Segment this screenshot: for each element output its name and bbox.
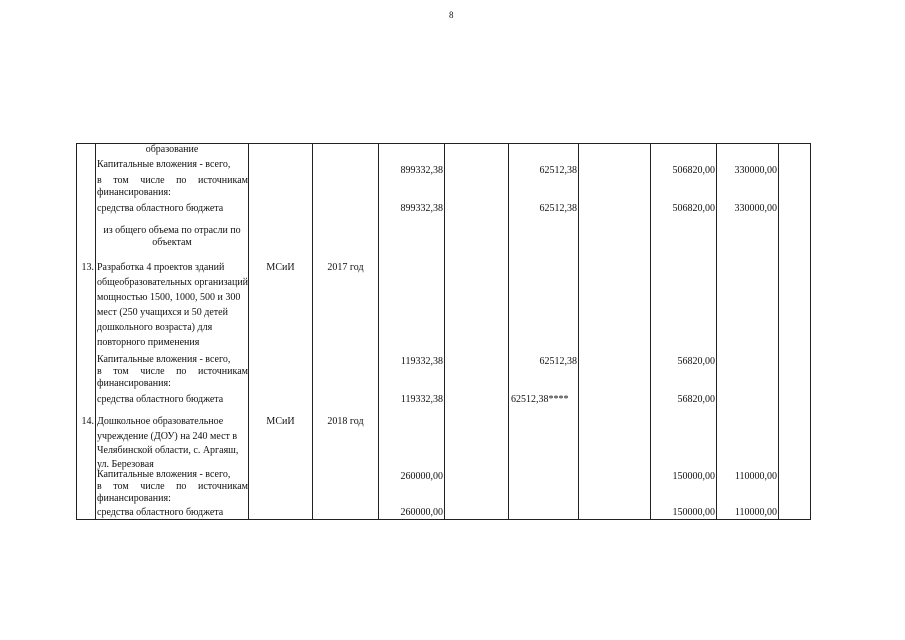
- label-cap-total: Капитальные вложения - всего,: [97, 469, 231, 480]
- top-cap-v1: 899332,38: [400, 165, 443, 176]
- col-border: [444, 143, 445, 520]
- col-border: [778, 143, 779, 520]
- item14-agency: МСиИ: [266, 416, 295, 427]
- col-border: [248, 143, 249, 520]
- label-obrazovanie: образование: [145, 144, 199, 155]
- item14-name-line: ул. Березовая: [97, 459, 154, 470]
- item14-name-line: Дошкольное образовательное: [97, 416, 224, 427]
- page-number: 8: [449, 10, 454, 20]
- label-regional-budget: средства областного бюджета: [97, 203, 224, 214]
- label-financing: финансирования:: [97, 187, 171, 198]
- item13-reg-v1: 119332,38: [400, 394, 443, 405]
- label-incl-sources: в том числе по источникам: [97, 366, 248, 377]
- item14-reg-v4: 110000,00: [734, 507, 777, 518]
- item13-cap-v2: 62512,38: [539, 356, 577, 367]
- item14-cap-v1: 260000,00: [400, 471, 443, 482]
- col-border: [578, 143, 579, 520]
- item14-number: 14.: [81, 416, 94, 427]
- item13-name-line: дошкольного возраста) для: [97, 322, 213, 333]
- top-cap-v2: 62512,38: [539, 165, 577, 176]
- item13-name-line: мест (250 учащихся и 50 детей: [97, 307, 228, 318]
- item13-name-line: Разработка 4 проектов зданий: [97, 262, 225, 273]
- item13-name-line: мощностью 1500, 1000, 500 и 300: [97, 292, 241, 303]
- label-financing: финансирования:: [97, 378, 171, 389]
- item13-year: 2017 год: [327, 262, 364, 273]
- item14-name-line: Челябинской области, с. Аргаяш,: [97, 445, 239, 456]
- budget-table: [76, 143, 811, 520]
- row-border: [76, 519, 811, 520]
- label-cap-total: Капитальные вложения - всего,: [97, 159, 231, 170]
- item13-name-line: общеобразовательных организаций: [97, 277, 249, 288]
- top-cap-v3: 506820,00: [672, 165, 715, 176]
- item14-cap-v3: 150000,00: [672, 471, 715, 482]
- item14-reg-v3: 150000,00: [672, 507, 715, 518]
- label-objects: объектам: [152, 237, 192, 248]
- item14-reg-v1: 260000,00: [400, 507, 443, 518]
- top-reg-v3: 506820,00: [672, 203, 715, 214]
- top-reg-v1: 899332,38: [400, 203, 443, 214]
- item13-reg-v2: 62512,38****: [511, 394, 569, 405]
- item14-cap-v4: 110000,00: [734, 471, 777, 482]
- label-regional-budget: средства областного бюджета: [97, 394, 224, 405]
- label-cap-total: Капитальные вложения - всего,: [97, 354, 231, 365]
- item13-cap-v3: 56820,00: [677, 356, 715, 367]
- label-by-objects: из общего объема по отрасли по: [103, 225, 241, 236]
- item14-year: 2018 год: [327, 416, 364, 427]
- col-border: [810, 143, 811, 520]
- top-reg-v4: 330000,00: [734, 203, 777, 214]
- item13-reg-v3: 56820,00: [677, 394, 715, 405]
- item14-name-line: учреждение (ДОУ) на 240 мест в: [97, 431, 238, 442]
- item13-number: 13.: [81, 262, 94, 273]
- col-border: [95, 143, 96, 520]
- item13-name-line: повторного применения: [97, 337, 200, 348]
- top-reg-v2: 62512,38: [539, 203, 577, 214]
- col-border: [650, 143, 651, 520]
- item13-cap-v1: 119332,38: [400, 356, 443, 367]
- col-border: [76, 143, 77, 520]
- top-cap-v4: 330000,00: [734, 165, 777, 176]
- label-incl-sources: в том числе по источникам: [97, 481, 248, 492]
- col-border: [378, 143, 379, 520]
- col-border: [508, 143, 509, 520]
- label-incl-sources: в том числе по источникам: [97, 175, 248, 186]
- col-border: [716, 143, 717, 520]
- label-regional-budget: средства областного бюджета: [97, 507, 224, 518]
- col-border: [312, 143, 313, 520]
- item13-agency: МСиИ: [266, 262, 295, 273]
- label-financing: финансирования:: [97, 493, 171, 504]
